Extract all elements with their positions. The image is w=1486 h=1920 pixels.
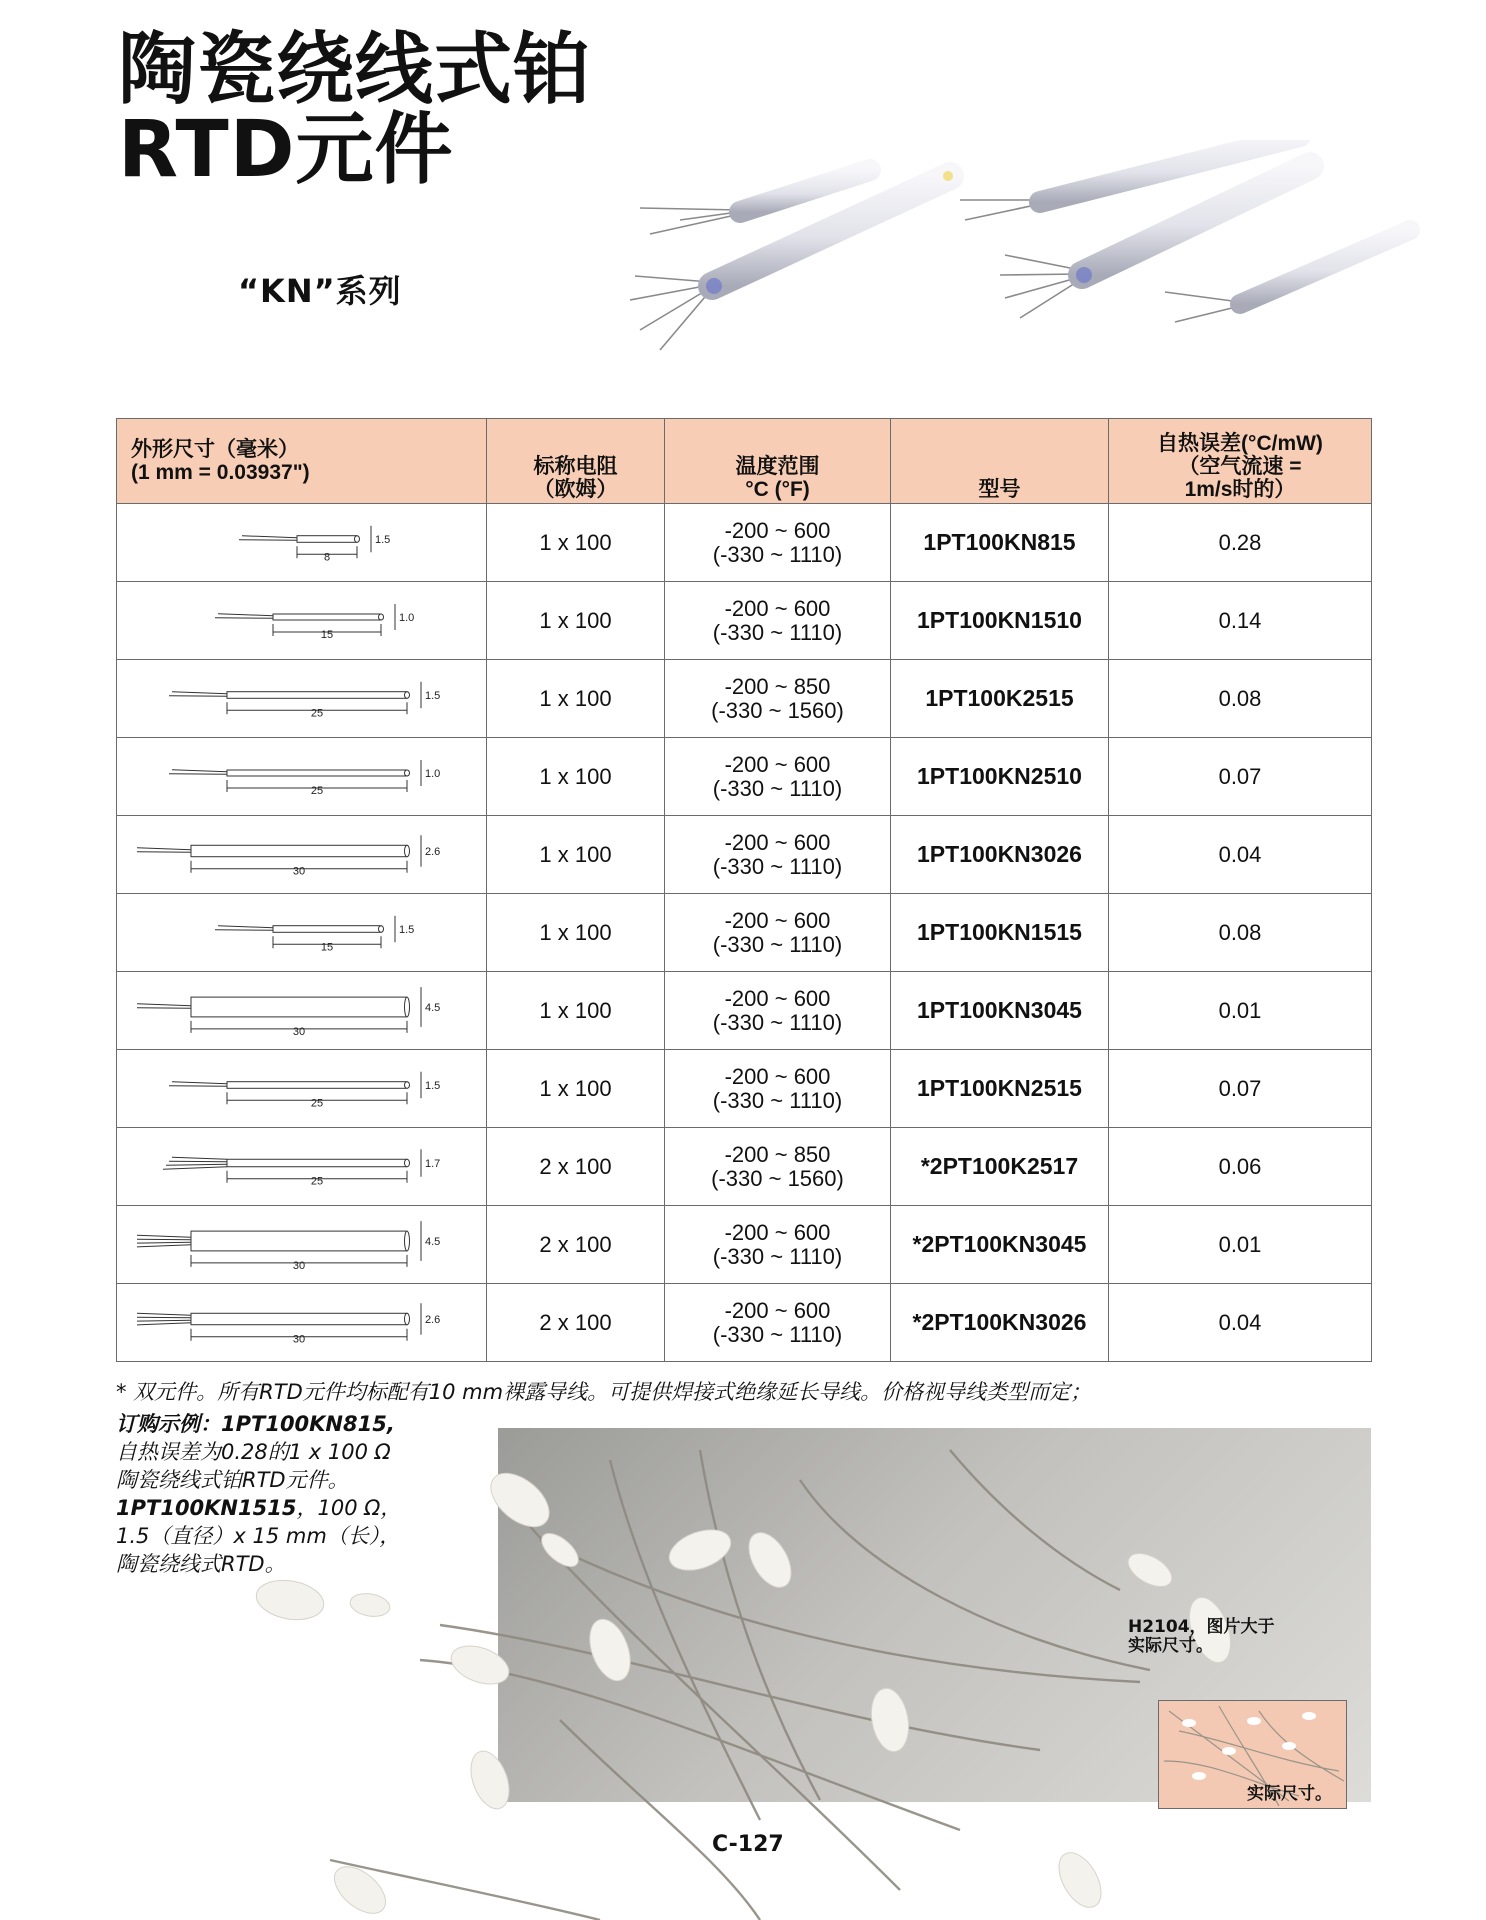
order-line-2: 自热误差为0.28的1 x 100 Ω <box>116 1440 391 1464</box>
range-fahrenheit: (-330 ~ 1110) <box>712 541 843 567</box>
length-label: 30 <box>292 1259 305 1272</box>
length-label: 25 <box>310 1096 323 1109</box>
range-celsius: -200 ~ 600 <box>724 907 831 933</box>
series-subtitle: “KN”系列 <box>238 272 402 310</box>
self-heating-cell: 0.04 <box>1109 816 1372 894</box>
order-line-6: 陶瓷绕线式RTD。 <box>116 1552 286 1576</box>
range-fahrenheit: (-330 ~ 1110) <box>712 931 843 957</box>
self-heating-cell: 0.28 <box>1109 504 1372 582</box>
temp-range-cell <box>665 660 891 738</box>
model-cell: 1PT100KN2515 <box>891 1050 1109 1128</box>
range-fahrenheit: (-330 ~ 1110) <box>712 1087 843 1113</box>
dimension-drawing <box>137 821 467 889</box>
resistance-cell: 1 x 100 <box>487 738 665 816</box>
diameter-label: 1.5 <box>424 1079 440 1092</box>
order-line-1: 订购示例：1PT100KN815, <box>116 1412 395 1436</box>
resistance-cell: 2 x 100 <box>487 1206 665 1284</box>
model-cell: 1PT100KN2510 <box>891 738 1109 816</box>
resistance-cell: 1 x 100 <box>487 972 665 1050</box>
dimension-cell <box>117 1206 487 1284</box>
range-celsius: -200 ~ 600 <box>724 595 831 621</box>
model-cell: *2PT100K2517 <box>891 1128 1109 1206</box>
range-fahrenheit: (-330 ~ 1110) <box>712 619 843 645</box>
photo-caption-line-1: H2104，图片大于 <box>1128 1617 1275 1637</box>
range-fahrenheit: (-330 ~ 1110) <box>712 1243 843 1269</box>
table-row <box>117 1128 1372 1206</box>
diameter-label: 1.5 <box>398 923 414 936</box>
self-heating-cell: 0.04 <box>1109 1284 1372 1362</box>
diameter-label: 4.5 <box>424 1235 440 1248</box>
title-line-1: 陶瓷绕线式铂 <box>118 25 593 115</box>
range-celsius: -200 ~ 600 <box>724 751 831 777</box>
model-cell: 1PT100KN3045 <box>891 972 1109 1050</box>
dimension-drawing <box>137 509 467 577</box>
model-cell: 1PT100KN815 <box>891 504 1109 582</box>
page-title <box>118 25 593 195</box>
table-row <box>117 1284 1372 1362</box>
order-line-5: 1.5（直径）x 15 mm（长）， <box>116 1524 401 1548</box>
table-row <box>117 1050 1372 1128</box>
rtd-elements-photo <box>620 140 1440 370</box>
diameter-label: 1.7 <box>424 1157 440 1170</box>
dimension-drawing <box>137 1211 467 1279</box>
dimension-cell <box>117 504 487 582</box>
temp-range-cell <box>665 1284 891 1362</box>
range-celsius: -200 ~ 600 <box>724 829 831 855</box>
model-cell: 1PT100KN1510 <box>891 582 1109 660</box>
range-celsius: -200 ~ 850 <box>724 1141 831 1167</box>
range-celsius: -200 ~ 600 <box>724 1063 831 1089</box>
table-row <box>117 660 1372 738</box>
diameter-label: 2.6 <box>424 845 440 858</box>
range-celsius: -200 ~ 600 <box>724 985 831 1011</box>
table-row <box>117 972 1372 1050</box>
temp-range-cell <box>665 1128 891 1206</box>
diameter-label: 4.5 <box>424 1001 440 1014</box>
temp-range-cell <box>665 894 891 972</box>
temp-range-cell <box>665 1206 891 1284</box>
photo-caption-line-2: 实际尺寸。 <box>1128 1636 1213 1656</box>
temp-range-cell <box>665 816 891 894</box>
header-model: 型号 <box>891 419 1109 504</box>
length-label: 15 <box>320 628 333 641</box>
dimension-cell <box>117 1128 487 1206</box>
dimension-drawing <box>137 977 467 1045</box>
length-label: 30 <box>292 1025 305 1038</box>
length-label: 25 <box>310 706 323 719</box>
self-heating-cell: 0.08 <box>1109 660 1372 738</box>
actual-size-label: 实际尺寸。 <box>1247 1784 1332 1804</box>
dimension-cell <box>117 816 487 894</box>
self-heating-cell: 0.07 <box>1109 738 1372 816</box>
temp-range-cell <box>665 738 891 816</box>
order-model-2: 1PT100KN1515 <box>116 1496 297 1520</box>
header-self-heating: 自热误差(°C/mW) （空气流速 = 1m/s时的） <box>1109 419 1372 504</box>
table-row <box>117 504 1372 582</box>
length-label: 30 <box>292 865 305 878</box>
diameter-label: 2.6 <box>424 1313 440 1326</box>
dimension-drawing <box>137 1133 467 1201</box>
dimension-cell <box>117 660 487 738</box>
page-number: C-127 <box>712 1832 784 1857</box>
table-body <box>117 504 1372 1362</box>
self-heating-cell: 0.08 <box>1109 894 1372 972</box>
dimension-drawing <box>137 1055 467 1123</box>
range-celsius: -200 ~ 600 <box>724 1219 831 1245</box>
length-label: 25 <box>310 784 323 797</box>
range-celsius: -200 ~ 600 <box>724 517 831 543</box>
rtd-spec-table <box>116 418 1372 1362</box>
range-fahrenheit: (-330 ~ 1110) <box>712 1009 843 1035</box>
header-resistance: 标称电阻 （欧姆） <box>487 419 665 504</box>
table-header-row <box>117 419 1372 504</box>
self-heating-cell: 0.01 <box>1109 1206 1372 1284</box>
model-cell: 1PT100KN3026 <box>891 816 1109 894</box>
diameter-label: 1.5 <box>374 533 390 546</box>
range-fahrenheit: (-330 ~ 1110) <box>712 775 843 801</box>
dimension-drawing <box>137 665 467 733</box>
header-temp-range: 温度范围 °C (°F) <box>665 419 891 504</box>
resistance-cell: 1 x 100 <box>487 816 665 894</box>
table-row <box>117 1206 1372 1284</box>
actual-size-inset <box>1158 1700 1347 1809</box>
dimension-cell <box>117 582 487 660</box>
footnote: * 双元件。所有RTD元件均标配有10 mm裸露导线。可提供焊接式绝缘延长导线。价格视导线类型而定； <box>116 1380 1092 1404</box>
photo-caption <box>1128 1618 1275 1656</box>
range-fahrenheit: (-330 ~ 1110) <box>712 1321 843 1347</box>
temp-range-cell <box>665 1050 891 1128</box>
table-row <box>117 894 1372 972</box>
resistance-cell: 1 x 100 <box>487 504 665 582</box>
length-label: 30 <box>292 1333 305 1346</box>
range-fahrenheit: (-330 ~ 1560) <box>711 697 844 723</box>
dimension-drawing <box>137 899 467 967</box>
range-celsius: -200 ~ 850 <box>724 673 831 699</box>
resistance-cell: 1 x 100 <box>487 1050 665 1128</box>
self-heating-cell: 0.06 <box>1109 1128 1372 1206</box>
resistance-cell: 1 x 100 <box>487 660 665 738</box>
dimension-cell <box>117 1284 487 1362</box>
model-cell: 1PT100K2515 <box>891 660 1109 738</box>
model-cell: *2PT100KN3045 <box>891 1206 1109 1284</box>
dimension-cell <box>117 972 487 1050</box>
temp-range-cell <box>665 582 891 660</box>
temp-range-cell <box>665 504 891 582</box>
dimension-drawing <box>137 587 467 655</box>
dimension-cell <box>117 1050 487 1128</box>
self-heating-cell: 0.14 <box>1109 582 1372 660</box>
title-line-2: RTD元件 <box>118 105 454 195</box>
self-heating-cell: 0.01 <box>1109 972 1372 1050</box>
length-label: 25 <box>310 1175 323 1188</box>
model-cell: 1PT100KN1515 <box>891 894 1109 972</box>
dimension-cell <box>117 738 487 816</box>
diameter-label: 1.5 <box>424 689 440 702</box>
resistance-cell: 2 x 100 <box>487 1128 665 1206</box>
order-line-3: 陶瓷绕线式铂RTD元件。 <box>116 1468 349 1492</box>
self-heating-cell: 0.07 <box>1109 1050 1372 1128</box>
range-fahrenheit: (-330 ~ 1110) <box>712 853 843 879</box>
dimension-drawing <box>137 1289 467 1357</box>
temp-range-cell <box>665 972 891 1050</box>
table-row <box>117 582 1372 660</box>
length-label: 15 <box>320 940 333 953</box>
order-line-4-rest: ，100 Ω， <box>296 1496 402 1520</box>
diameter-label: 1.0 <box>398 611 414 624</box>
table-row <box>117 816 1372 894</box>
range-fahrenheit: (-330 ~ 1560) <box>711 1165 844 1191</box>
header-dimensions: 外形尺寸（毫米） (1 mm = 0.03937") <box>117 419 487 504</box>
dimension-drawing <box>137 743 467 811</box>
dimension-cell <box>117 894 487 972</box>
resistance-cell: 1 x 100 <box>487 894 665 972</box>
resistance-cell: 2 x 100 <box>487 1284 665 1362</box>
resistance-cell: 1 x 100 <box>487 582 665 660</box>
range-celsius: -200 ~ 600 <box>724 1297 831 1323</box>
diameter-label: 1.0 <box>424 767 440 780</box>
length-label: 8 <box>323 550 330 563</box>
model-cell: *2PT100KN3026 <box>891 1284 1109 1362</box>
table-row <box>117 738 1372 816</box>
